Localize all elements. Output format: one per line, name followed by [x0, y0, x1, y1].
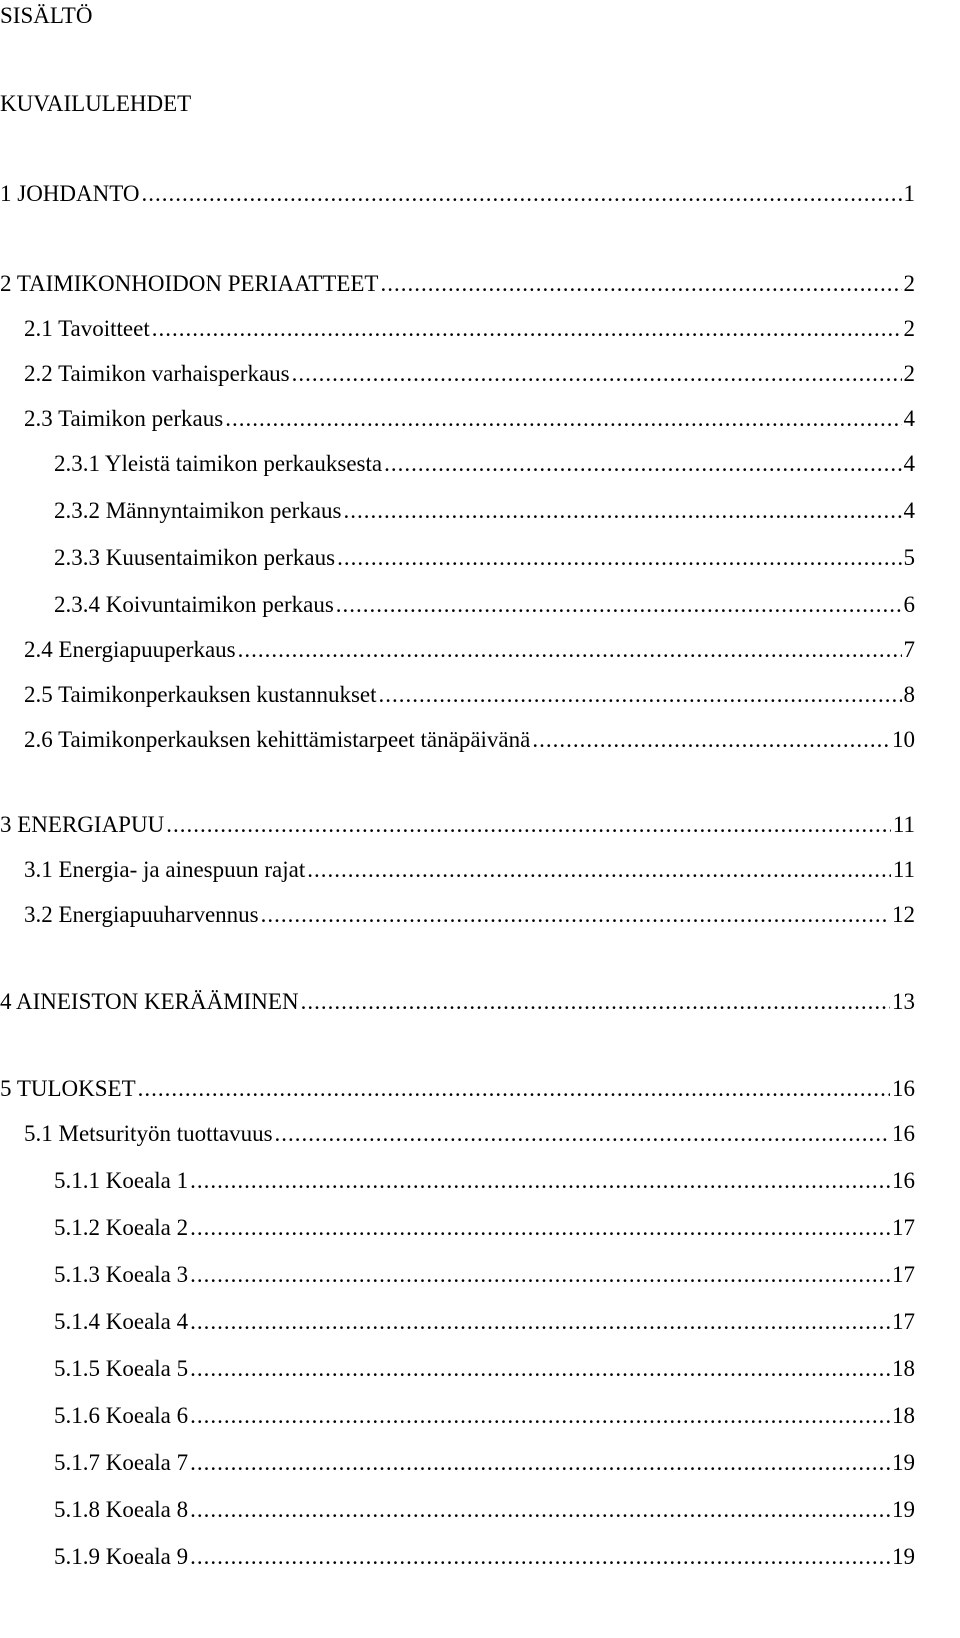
toc-entry-label: 2.1 Tavoitteet [24, 316, 150, 341]
toc-dot-leader [532, 726, 890, 754]
toc-entry-page: 8 [903, 682, 915, 707]
toc-dot-leader [190, 1543, 890, 1571]
toc-entry-label: 5.1.6 Koeala 6 [54, 1403, 189, 1428]
toc-entry-label: 5.1.3 Koeala 3 [54, 1262, 189, 1287]
toc-dot-leader [190, 1355, 890, 1383]
toc-entry-page: 1 [903, 181, 915, 206]
toc-dot-leader [190, 1496, 890, 1524]
toc-entry-page: 4 [903, 451, 915, 476]
toc-entry-label: 2 TAIMIKONHOIDON PERIAATTEET [0, 271, 379, 296]
toc-entry-label: 2.4 Energiapuuperkaus [24, 637, 236, 662]
toc-entry-page: 18 [892, 1356, 915, 1381]
toc-entry-3-2[interactable] [24, 901, 915, 929]
toc-dot-leader [166, 811, 891, 839]
toc-dot-leader [301, 988, 890, 1016]
toc-entry-label: 5.1.2 Koeala 2 [54, 1215, 189, 1240]
toc-entry-label: 2.3.3 Kuusentaimikon perkaus [54, 545, 336, 570]
toc-entry-label: 2.6 Taimikonperkauksen kehittämistarpeet tänäpäivänä [24, 727, 531, 752]
toc-dot-leader [384, 450, 901, 478]
toc-entry-5-1-3[interactable] [54, 1261, 915, 1289]
toc-entry-label: 2.5 Taimikonperkauksen kustannukset [24, 682, 377, 707]
toc-entry-label: 2.2 Taimikon varhaisperkaus [24, 361, 290, 386]
toc-entry-page: 17 [892, 1262, 915, 1287]
toc-entry-label: 5.1.9 Koeala 9 [54, 1544, 189, 1569]
toc-entry-2-2[interactable] [24, 360, 915, 388]
toc-entry-label: 3 ENERGIAPUU [0, 812, 165, 837]
toc-entry-5-1-2[interactable] [54, 1214, 915, 1242]
toc-entry-label: 2.3 Taimikon perkaus [24, 406, 224, 431]
toc-entry-page: 10 [892, 727, 915, 752]
toc-entry-page: 2 [903, 271, 915, 296]
toc-dot-leader [380, 270, 901, 298]
toc-dot-leader [292, 360, 902, 388]
toc-dot-leader [307, 856, 891, 884]
toc-entry-5-1[interactable] [24, 1120, 915, 1148]
toc-entry-page: 4 [903, 406, 915, 431]
toc-entry-label: 5.1.1 Koeala 1 [54, 1168, 189, 1193]
toc-dot-leader [238, 636, 902, 664]
toc-entry-label: 5.1 Metsurityön tuottavuus [24, 1121, 273, 1146]
toc-dot-leader [142, 180, 902, 208]
intro-heading: KUVAILULEHDET [0, 91, 192, 116]
toc-entry-page: 5 [903, 545, 915, 570]
toc-dot-leader [190, 1402, 890, 1430]
toc-entry-page: 7 [903, 637, 915, 662]
toc-entry-page: 2 [903, 316, 915, 341]
toc-entry-label: 4 AINEISTON KERÄÄMINEN [0, 989, 299, 1014]
toc-dot-leader [190, 1167, 890, 1195]
toc-entry-2-3-1[interactable] [54, 450, 915, 478]
toc-entry-label: 1 JOHDANTO [0, 181, 140, 206]
toc-entry-page: 19 [892, 1450, 915, 1475]
toc-dot-leader [190, 1449, 890, 1477]
toc-entry-page: 11 [892, 812, 915, 837]
toc-entry-label: 5.1.5 Koeala 5 [54, 1356, 189, 1381]
toc-entry-page: 17 [892, 1309, 915, 1334]
toc-entry-page: 2 [903, 361, 915, 386]
toc-entry-5-1-1[interactable] [54, 1167, 915, 1195]
toc-dot-leader [343, 497, 901, 525]
toc-dot-leader [190, 1214, 890, 1242]
toc-entry-page: 19 [892, 1497, 915, 1522]
toc-entry-1[interactable] [0, 180, 915, 208]
toc-entry-label: 2.3.4 Koivuntaimikon perkaus [54, 592, 334, 617]
toc-title: SISÄLTÖ [0, 3, 93, 28]
toc-entry-2[interactable] [0, 270, 915, 298]
toc-entry-label: 2.3.1 Yleistä taimikon perkauksesta [54, 451, 383, 476]
toc-entry-2-3-2[interactable] [54, 497, 915, 525]
toc-entry-5-1-4[interactable] [54, 1308, 915, 1336]
toc-entry-2-1[interactable] [24, 315, 915, 343]
toc-entry-label: 5 TULOKSET [0, 1076, 136, 1101]
toc-entry-label: 3.2 Energiapuuharvennus [24, 902, 259, 927]
toc-dot-leader [337, 544, 901, 572]
toc-entry-page: 16 [892, 1121, 915, 1146]
toc-entry-5[interactable] [0, 1075, 915, 1103]
toc-entry-5-1-9[interactable] [54, 1543, 915, 1571]
toc-entry-page: 17 [892, 1215, 915, 1240]
toc-dot-leader [190, 1261, 890, 1289]
toc-entry-label: 2.3.2 Männyntaimikon perkaus [54, 498, 342, 523]
toc-entry-page: 4 [903, 498, 915, 523]
toc-entry-page: 16 [892, 1076, 915, 1101]
toc-entry-label: 5.1.8 Koeala 8 [54, 1497, 189, 1522]
toc-dot-leader [152, 315, 902, 343]
toc-entry-2-4[interactable] [24, 636, 915, 664]
toc-entry-3[interactable] [0, 811, 915, 839]
toc-entry-page: 13 [892, 989, 915, 1014]
toc-entry-page: 19 [892, 1544, 915, 1569]
toc-entry-label: 5.1.4 Koeala 4 [54, 1309, 189, 1334]
toc-entry-5-1-8[interactable] [54, 1496, 915, 1524]
toc-dot-leader [336, 591, 902, 619]
toc-entry-2-6[interactable] [24, 726, 915, 754]
toc-entry-5-1-7[interactable] [54, 1449, 915, 1477]
toc-dot-leader [261, 901, 890, 929]
toc-dot-leader [379, 681, 902, 709]
toc-entry-2-3[interactable] [24, 405, 915, 433]
toc-entry-2-3-4[interactable] [54, 591, 915, 619]
toc-dot-leader [138, 1075, 890, 1103]
toc-entry-page: 6 [903, 592, 915, 617]
toc-entry-label: 3.1 Energia- ja ainespuun rajat [24, 857, 306, 882]
toc-dot-leader [190, 1308, 890, 1336]
toc-dot-leader [225, 405, 901, 433]
toc-entry-5-1-5[interactable] [54, 1355, 915, 1383]
toc-entry-5-1-6[interactable] [54, 1402, 915, 1430]
toc-dot-leader [275, 1120, 890, 1148]
toc-entry-page: 16 [892, 1168, 915, 1193]
toc-entry-2-3-3[interactable] [54, 544, 915, 572]
toc-entry-page: 18 [892, 1403, 915, 1428]
toc-entry-3-1[interactable] [24, 856, 915, 884]
toc-entry-2-5[interactable] [24, 681, 915, 709]
toc-entry-page: 12 [892, 902, 915, 927]
toc-entry-4[interactable] [0, 988, 915, 1016]
toc-entry-page: 11 [892, 857, 915, 882]
toc-entry-label: 5.1.7 Koeala 7 [54, 1450, 189, 1475]
